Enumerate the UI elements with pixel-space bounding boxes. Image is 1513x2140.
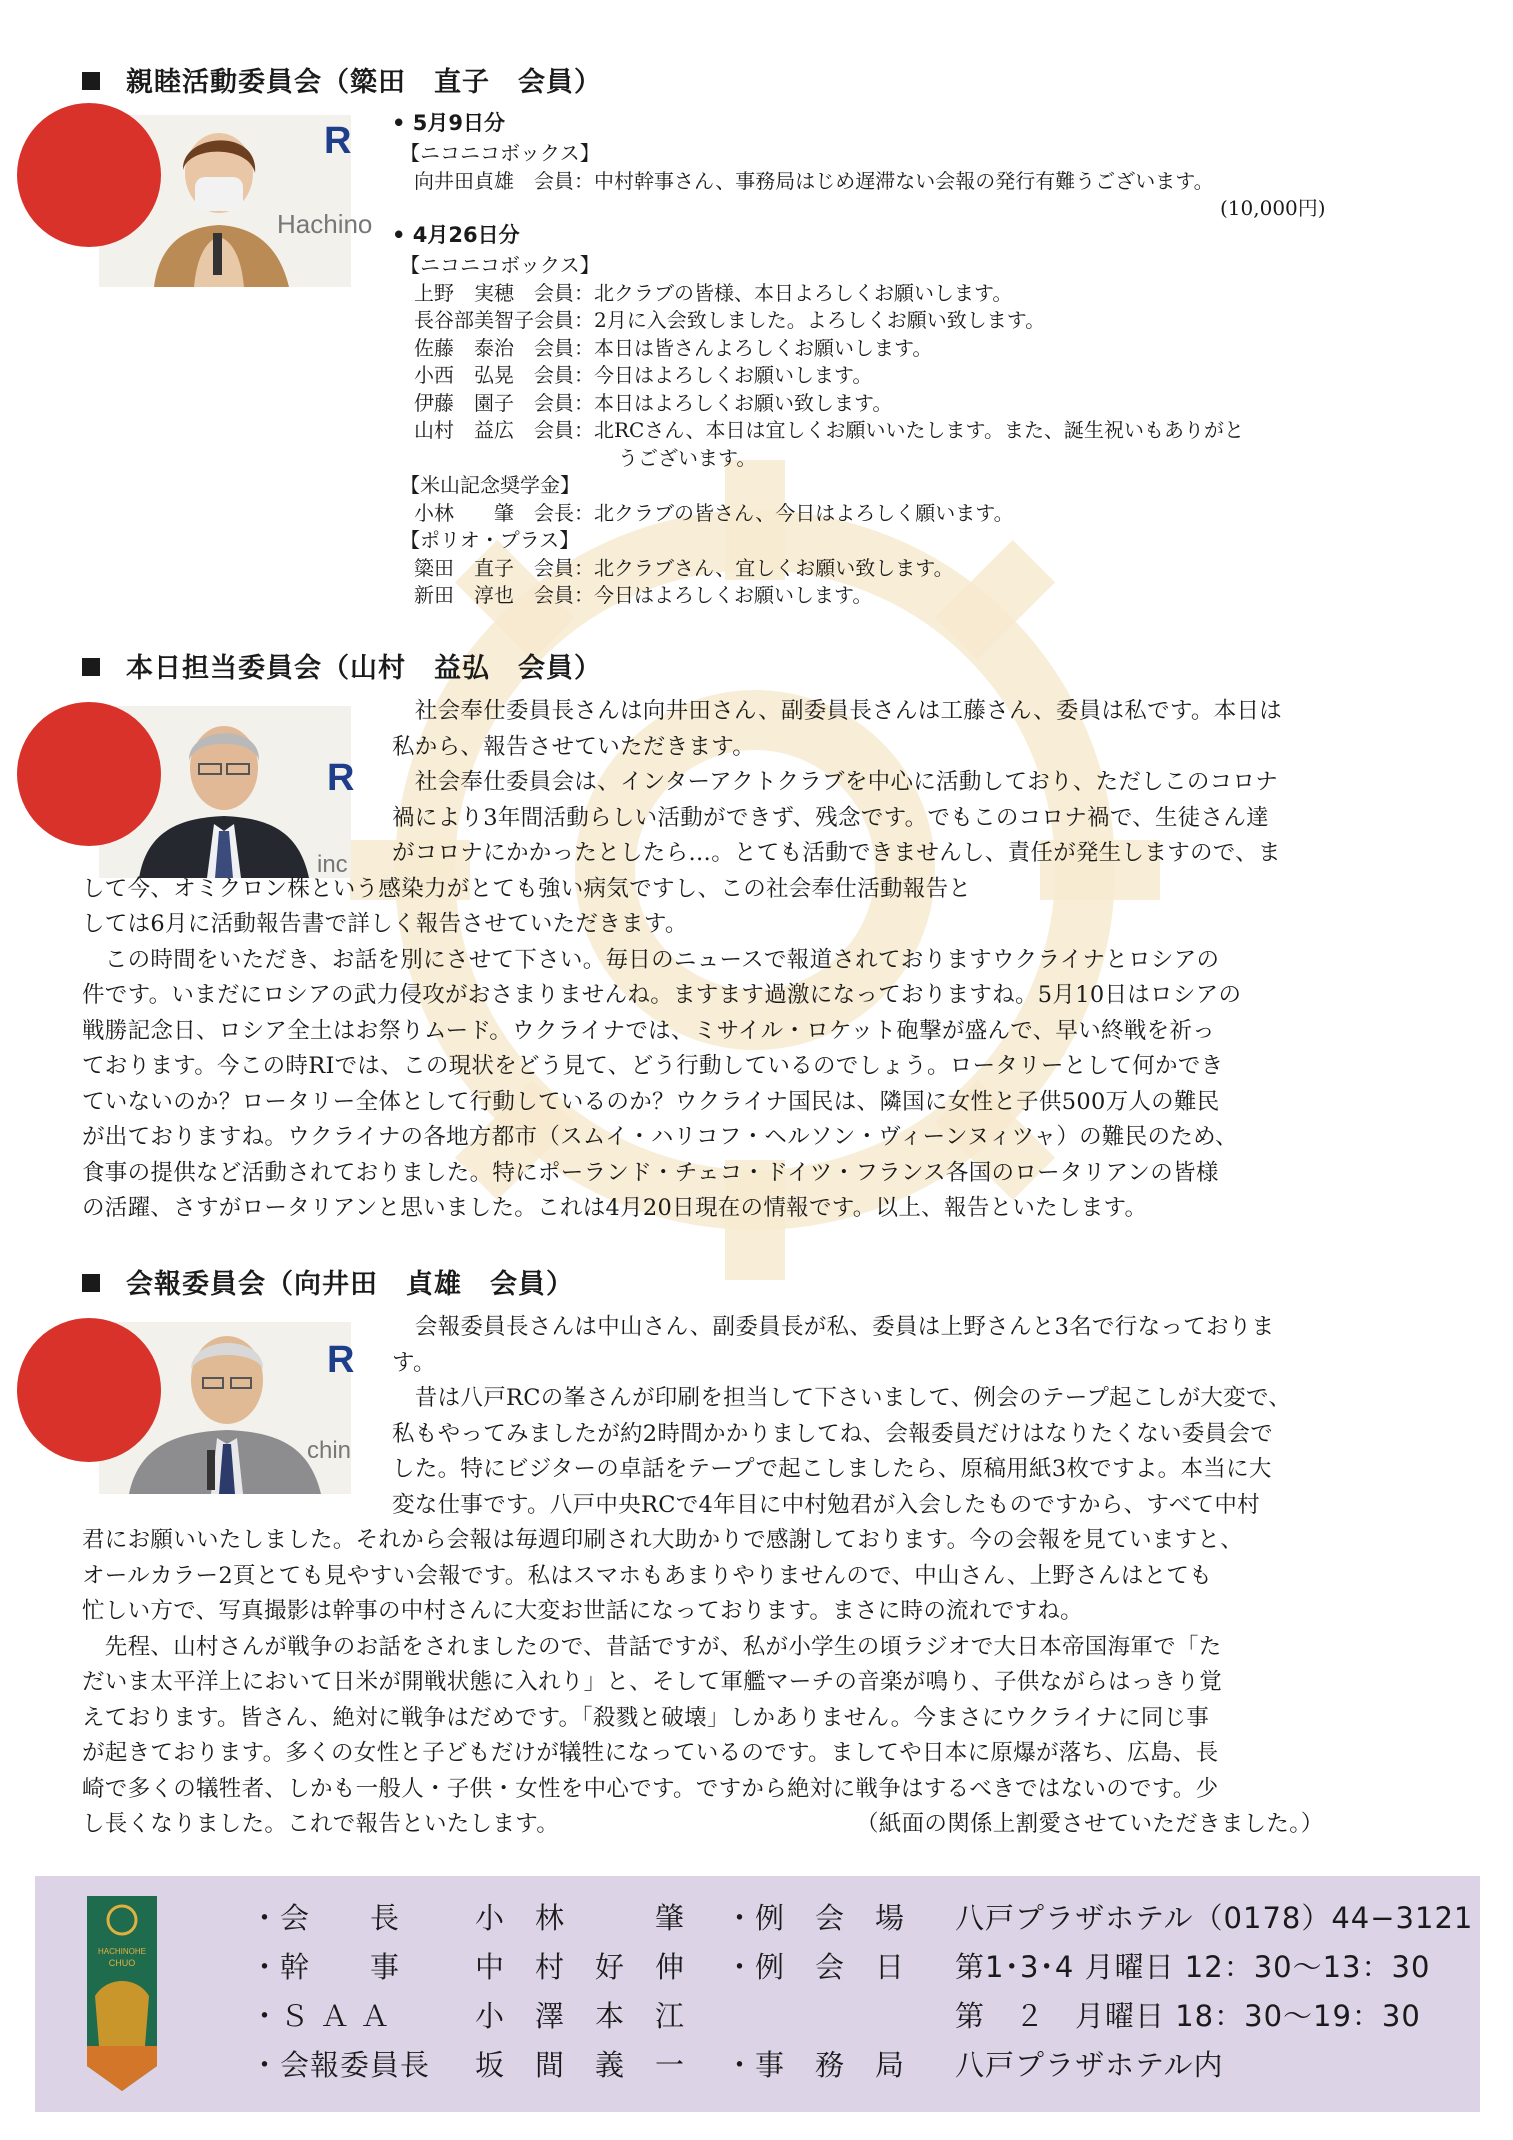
footer-value: 八戸プラザホテル（0178）44−3121 [955,1901,1474,1935]
report-line: この時間をいただき、お話を別にさせて下さい。毎日のニュースで報道されておりますウクライナとロシアの [82,946,1220,973]
report-line: 禍により3年間活動らしい活動ができず、残念です。でもこのコロナ禍で、生徒さん達 [392,804,1269,831]
club-banner-icon [87,1896,157,2091]
report-line: 社会奉仕委員会は、インターアクトクラブを中心に活動しており、ただしこのコロナ [392,769,1279,795]
footer-name: 坂 間 義 一 [475,2048,686,2082]
report-line: の活躍、さすがロータリアンと思いました。これは4月20日現在の情報です。以上、報告といたします。 [82,1195,1148,1221]
report-line: 先程、山村さんが戦争のお話をされましたので、昔話ですが、私が小学生の頃ラジオで大日本帝国海軍で「た [82,1633,1222,1660]
footer-label: ・例 会 日 [725,1950,906,1984]
banner-line1: HACHINOHE [97,1947,147,1956]
report-line: 昔は八戸RCの峯さんが印刷を担当して下さいまして、例会のテープ起こしが大変で、 [392,1385,1292,1411]
footer-role: ・会報委員長 [250,2048,431,2082]
nikoniko-block [392,110,505,138]
report-line: 私もやってみましたが約2時間かかりましてね、会報委員だけはなりたくない委員会で [392,1420,1274,1447]
report-line: しては6月に活動報告書で詳しく報告させていただきます。 [82,911,688,937]
group-label: 【ニコニコボックス】 [400,141,600,165]
square-bullet-icon [82,1274,100,1292]
banner-line2: CHUO [108,1958,136,1968]
abridged-note [856,1807,1324,1843]
section-heading-shinboku: 親睦活動委員会（簗田 直子 会員） [82,60,602,99]
photo-inc-text: inc [317,851,348,878]
group-label: 【ニコニコボックス】 [400,253,600,277]
report-line: 崎で多くの犠牲者、しかも一般人・子供・女性を中心です。ですから絶対に戦争はするべきではないのです。少 [82,1775,1219,1802]
report-line: がコロナにかかったとしたら…。とても活動できませんし、責任が発生しますので、ま [392,840,1281,866]
photo-r-letter: R [324,120,352,162]
report-line: えております。皆さん、絶対に戦争はだめです。「殺戮と破壊」しかありません。今まさにウクライナに同じ事 [82,1704,1210,1731]
abridged-note-text: （紙面の関係上割愛させていただきました。） [856,1811,1324,1837]
report-line: 私から、報告させていただきます。 [392,733,756,760]
polio-message: 新田 淳也 会員：今日はよろしくお願いします。 [414,583,873,607]
report-line: 件です。いまだにロシアの武力侵攻がおさまりませんね。ますます過激になっておりますね。5月10日はロシアの [82,982,1242,1008]
footer-label: ・事 務 局 [725,2048,906,2082]
footer-value: 第1･3･4 月曜日 12：30〜13：30 [955,1950,1431,1984]
report-line: 君にお願いいたしました。それから会報は毎週印刷され大助かりで感謝しております。今の会報を見ていますと、 [82,1527,1244,1553]
section-heading-kaiho: 会報委員会（向井田 貞雄 会員） [82,1262,574,1301]
nikoniko-amount: (10,000円) [1220,196,1326,220]
kaiho-report-intro [392,1310,1291,1523]
photo-speaker-2 [99,706,355,878]
footer-role: ・Ｓ Ａ Ａ [250,1999,391,2033]
nikoniko-apr26 [400,252,1244,610]
nikoniko-message: 山村 益広 会員：北RCさん、本日は宜しくお願いいたします。また、誕生祝いもありがと [414,418,1244,442]
footer-label: ・例 会 場 [725,1901,906,1935]
honjitsu-report-body [82,872,1241,1227]
nikoniko-message: 上野 実穂 会員：北クラブの皆様、本日よろしくお願いします。 [414,280,1013,305]
nikoniko-may9 [400,140,1326,223]
footer-value: 八戸プラザホテル内 [955,2048,1224,2082]
photo-r-letter: R [327,1339,355,1381]
entry-date-wrapper [392,222,520,250]
report-line: す。 [392,1349,436,1376]
report-line: 忙しい方で、写真撮影は幹事の中村さんに大変お世話になっております。まさに時の流れですね。 [82,1598,1083,1624]
report-line: し長くなりました。これで報告といたします。 [82,1811,560,1837]
photo-speaker-1 [99,115,373,287]
entry-date: • 4月26日分 [392,223,520,247]
footer-name: 中 村 好 伸 [475,1950,686,1984]
photo-speaker-3 [99,1322,355,1494]
nikoniko-message: 佐藤 泰治 会員：本日は皆さんよろしくお願いします。 [414,335,933,360]
club-info-footer [35,1876,1480,2112]
polio-message: 簗田 直子 会員：北クラブさん、宜しくお願い致します。 [414,555,954,580]
report-line: 社会奉仕委員長さんは向井田さん、副委員長さんは工藤さん、委員は私です。本日は [392,698,1283,724]
report-line: ていないのか？ロータリー全体として行動しているのか？ウクライナ国民は、隣国に女性と子供500万人の難民 [82,1088,1220,1115]
footer-name: 小 澤 本 江 [475,1999,686,2033]
kaiho-report-body [82,1523,1243,1843]
nikoniko-message: 向井田貞雄 会員：中村幹事さん、事務局はじめ遅滞ない会報の発行有難うございます。 [414,168,1214,193]
report-line: ております。今この時RIでは、この現状をどう見て、どう行動しているのでしょう。ロータリーとして何かでき [82,1053,1224,1079]
report-line: が起きております。多くの女性と子どもだけが犠牲になっているのです。ましてや日本に原爆が落ち、広島、長 [82,1740,1219,1766]
report-line: 会報委員長さんは中山さん、副委員長が私、委員は上野さんと3名で行なっておりま [392,1314,1275,1340]
footer-name: 小 林 肇 [475,1901,686,1935]
photo-chin-text: chin [307,1437,352,1464]
report-line: して今、オミクロン株という感染力がとても強い病気ですし、この社会奉仕活動報告と [82,875,972,902]
nikoniko-message: 伊藤 園子 会員：本日はよろしくお願い致します。 [414,390,893,415]
section-heading-honjitsu: 本日担当委員会（山村 益弘 会員） [82,646,602,685]
nikoniko-message-cont: うございます。 [618,445,757,470]
report-line: オールカラー2頁とても見やすい会報です。私はスマホもあまりやりませんので、中山さん、上野さんはとても [82,1562,1213,1589]
report-line: だいま太平洋上において日米が開戦状態に入れり」と、そして軍艦マーチの音楽が鳴り、子供ながらはっきり覚 [82,1669,1223,1695]
report-line: 食事の提供など活動されておりました。特にポーランド・チェコ・ドイツ・フランス各国のロータリアンの皆様 [82,1159,1219,1186]
honjitsu-report-intro [392,694,1282,872]
group-label: 【ポリオ・プラス】 [400,528,580,552]
footer-role: ・幹 事 [250,1950,401,1984]
report-line: が出ておりますね。ウクライナの各地方都市（スムイ・ハリコフ・ヘルソン・ヴィーンヌィツャ）の難民のため、 [82,1124,1238,1150]
nikoniko-message: 長谷部美智子会員：2月に入会致しました。よろしくお願い致します。 [414,308,1046,332]
photo-hachinohe-text: Hachino [277,209,373,239]
nikoniko-message: 小西 弘晃 会員：今日はよろしくお願いします。 [414,363,873,387]
footer-value: 第 ２ 月曜日 18：30〜19：30 [955,1999,1421,2033]
square-bullet-icon [82,658,100,676]
photo-r-letter: R [327,757,355,799]
footer-role: ・会 長 [250,1901,401,1935]
entry-date: • 5月9日分 [392,111,505,135]
report-line: 変な仕事です。八戸中央RCで4年目に中村勉君が入会したものですから、すべて中村 [392,1491,1260,1518]
report-line: した。特にビジターの卓話をテープで起こしましたら、原稿用紙3枚ですよ。本当に大 [392,1456,1272,1482]
square-bullet-icon [82,72,100,90]
report-line: 戦勝記念日、ロシア全土はお祭りムード。ウクライナでは、ミサイル・ロケット砲撃が盛んで、早い終戦を祈っ [82,1017,1216,1044]
group-label: 【米山記念奨学金】 [400,473,580,497]
yoneyama-message: 小林 肇 会長：北クラブの皆さん、今日はよろしく願います。 [414,500,1014,525]
